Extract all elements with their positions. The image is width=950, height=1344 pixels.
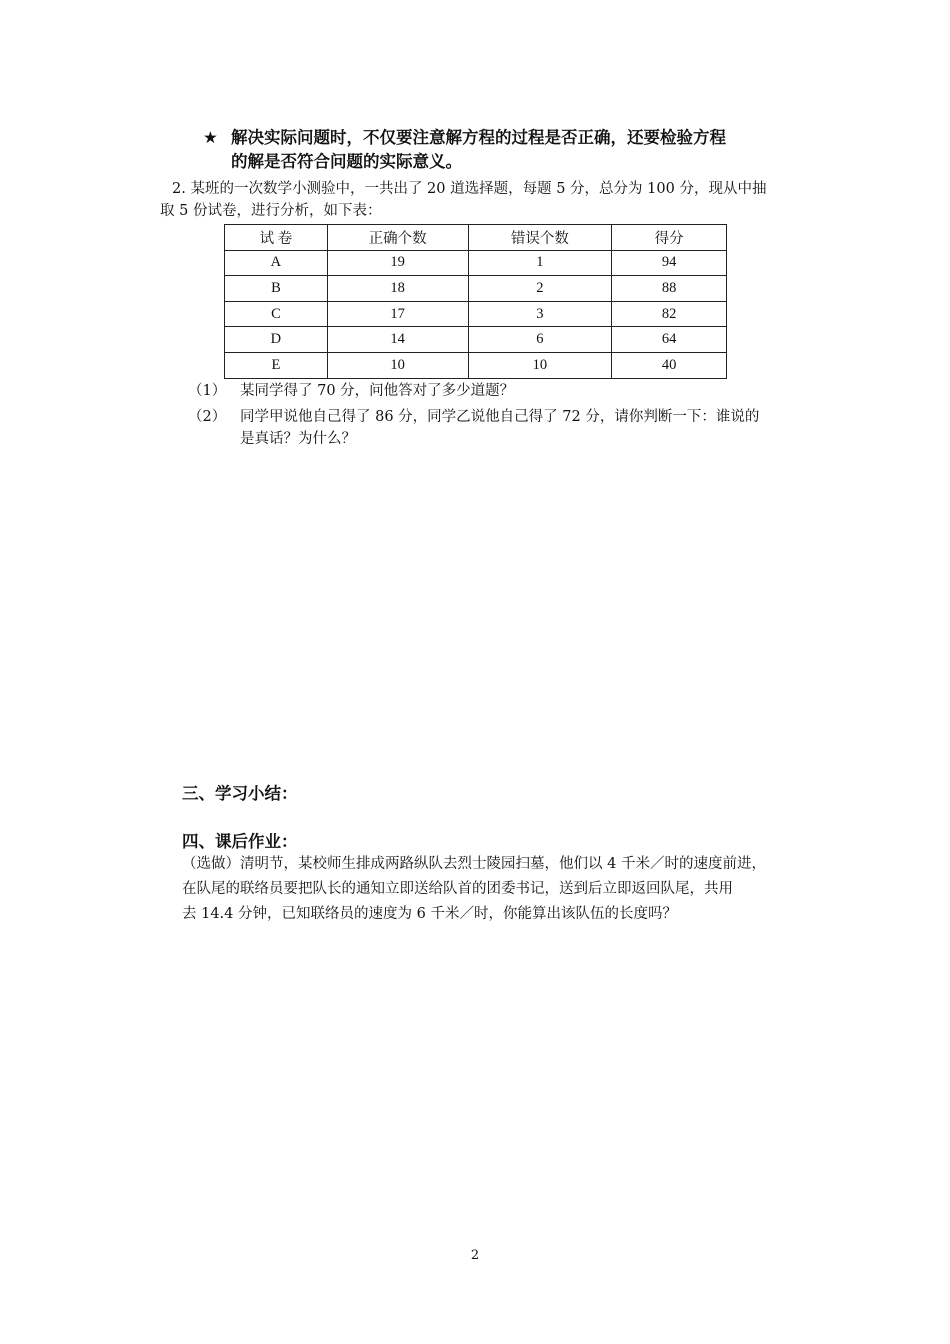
homework-line-2: 在队尾的联络员要把队长的通知立即送给队首的团委书记，送到后立即返回队尾，共用 <box>182 881 733 897</box>
table-cell: 3 <box>468 301 612 327</box>
table-cell: E <box>225 352 328 378</box>
important-note <box>203 126 823 174</box>
sub-question-1-text: 某同学得了 70 分，问他答对了多少道题？ <box>240 383 515 399</box>
table-cell: 40 <box>612 352 727 378</box>
header-paper: 试 卷 <box>225 225 328 251</box>
sub-question-2-number: （2） <box>188 409 227 425</box>
table-cell: 64 <box>612 327 727 353</box>
table-cell: 82 <box>612 301 727 327</box>
score-table <box>224 224 727 379</box>
section-3-title: 三、学习小结： <box>182 784 298 803</box>
table-cell: D <box>225 327 328 353</box>
table-cell: 18 <box>327 276 468 302</box>
header-correct: 正确个数 <box>327 225 468 251</box>
table-cell: 2 <box>468 276 612 302</box>
table-cell: 94 <box>612 250 727 276</box>
question-2-line-1: 2. 某班的一次数学小测验中，一共出了 20 道选择题，每题 5 分，总分为 100 分，现从中抽 <box>172 181 767 197</box>
table-cell: 17 <box>327 301 468 327</box>
page-number: 2 <box>470 1248 480 1263</box>
question-2-line-2: 取 5 份试卷，进行分析，如下表： <box>160 203 382 219</box>
homework-text <box>182 852 822 927</box>
sub-question-2 <box>188 406 818 450</box>
sub-question-1-number: （1） <box>188 383 227 399</box>
table-cell: A <box>225 250 328 276</box>
question-2 <box>160 178 810 222</box>
table-row <box>225 250 727 276</box>
section-4-title: 四、课后作业： <box>182 832 298 851</box>
header-score: 得分 <box>612 225 727 251</box>
sub-question-2-line-2: 是真话？为什么？ <box>240 431 356 447</box>
table-cell: 88 <box>612 276 727 302</box>
table-row <box>225 352 727 378</box>
table-cell: 10 <box>327 352 468 378</box>
table-cell: 1 <box>468 250 612 276</box>
table-cell: 10 <box>468 352 612 378</box>
note-line-2: 的解是否符合问题的实际意义。 <box>231 152 462 171</box>
table-row <box>225 276 727 302</box>
homework-line-3: 去 14.4 分钟，已知联络员的速度为 6 千米／时，你能算出该队伍的长度吗？ <box>182 906 677 922</box>
table-cell: 19 <box>327 250 468 276</box>
star-icon: ★ <box>203 128 218 147</box>
table-cell: 6 <box>468 327 612 353</box>
table-cell: B <box>225 276 328 302</box>
table-header-row <box>225 225 727 251</box>
header-wrong: 错误个数 <box>468 225 612 251</box>
sub-question-1 <box>188 380 818 402</box>
table-cell: 14 <box>327 327 468 353</box>
table-cell: C <box>225 301 328 327</box>
note-line-1: ★ 解决实际问题时，不仅要注意解方程的过程是否正确，还要检验方程 <box>203 126 823 150</box>
table-row <box>225 327 727 353</box>
sub-question-2-line-1: 同学甲说他自己得了 86 分，同学乙说他自己得了 72 分，请你判断一下：谁说的 <box>240 409 760 425</box>
table-row <box>225 301 727 327</box>
homework-line-1: （选做）清明节，某校师生排成两路纵队去烈士陵园扫墓，他们以 4 千米／时的速度前进， <box>182 856 766 872</box>
